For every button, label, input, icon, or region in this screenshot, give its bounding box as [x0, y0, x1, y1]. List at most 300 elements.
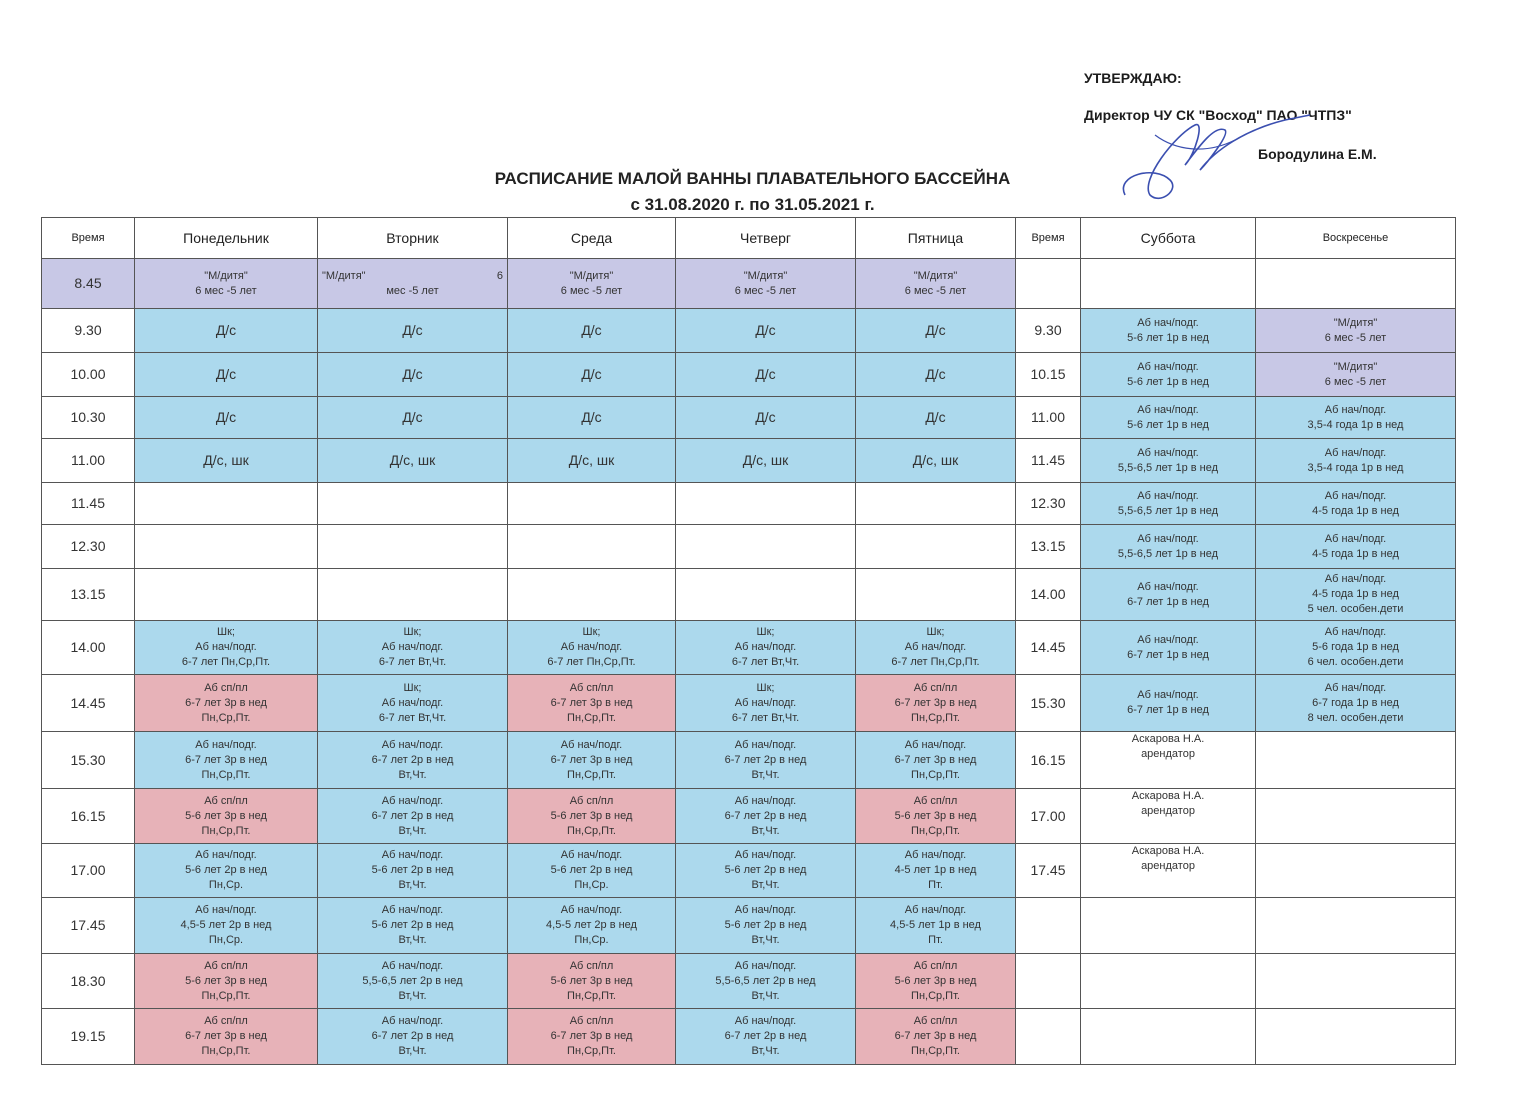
sunday-slot-cell — [1256, 483, 1456, 525]
saturday-slot-cell — [1081, 789, 1256, 844]
document-title — [400, 166, 1105, 218]
cell-text: Аб нач/подг. — [904, 904, 967, 916]
schedule-row — [42, 353, 1456, 397]
cell-text: 6 мес -5 лет — [1324, 375, 1387, 388]
cell-text: 5-6 лет 1р в нед — [1127, 331, 1209, 344]
weekday-slot-cell — [856, 483, 1016, 525]
weekday-slot-cell — [318, 525, 508, 569]
cell-text: Аб нач/подг. — [1137, 580, 1199, 593]
weekend-time-cell: 10.15 — [1016, 353, 1081, 397]
cell-text: Пн,Ср,Пт. — [201, 1045, 251, 1057]
cell-text: "М/дитя" — [913, 269, 958, 282]
cell-text: 6-7 лет 2р в нед — [724, 1030, 807, 1042]
weekday-slot-cell — [856, 259, 1016, 309]
cell-text: "М/дитя" — [204, 269, 248, 282]
cell-text: 6 мес -5 лет — [734, 284, 797, 297]
weekday-slot-cell — [135, 353, 318, 397]
header-row — [42, 218, 1456, 259]
weekday-slot-cell — [318, 844, 508, 898]
cell-text: 4-5 года 1р в нед — [1312, 504, 1399, 517]
weekday-slot-cell — [318, 483, 508, 525]
approval-heading: УТВЕРЖДАЮ: — [1084, 70, 1182, 86]
cell-text: 6-7 лет 2р в нед — [371, 753, 454, 766]
cell-text: Аб нач/подг. — [1137, 360, 1199, 373]
cell-text: 6-7 лет 2р в нед — [724, 753, 807, 766]
saturday-slot-cell — [1081, 732, 1256, 789]
weekday-slot-cell — [135, 954, 318, 1009]
approval-director: Директор ЧУ СК "Восход" ПАО "ЧТПЗ" — [1084, 107, 1352, 123]
header-cell: Четверг — [676, 218, 856, 259]
weekday-slot-cell — [676, 844, 856, 898]
weekday-slot-cell — [856, 439, 1016, 483]
saturday-slot-cell — [1081, 569, 1256, 621]
cell-text: Пт. — [928, 879, 943, 891]
cell-text: Вт,Чт. — [751, 989, 780, 1002]
weekday-slot-cell — [856, 397, 1016, 439]
weekday-slot-cell — [508, 353, 676, 397]
weekday-slot-cell — [508, 732, 676, 789]
cell-text: 5-6 лет 3р в нед — [550, 974, 633, 987]
cell-text: Аскарова Н.А. — [1131, 845, 1205, 857]
cell-text: Аб нач/подг. — [381, 1015, 444, 1027]
cell-text: 5-6 лет 2р в нед — [724, 864, 807, 876]
saturday-slot-cell — [1081, 844, 1256, 898]
cell-text: 6-7 лет 3р в нед — [894, 696, 977, 709]
weekday-slot-cell — [318, 397, 508, 439]
cell-text: Пн,Ср. — [574, 879, 609, 891]
title-line-1: РАСПИСАНИЕ МАЛОЙ ВАННЫ ПЛАВАТЕЛЬНОГО БАССЕЙНА — [494, 169, 1011, 188]
weekend-time-cell: 14.00 — [1016, 569, 1081, 621]
weekend-time-cell: 9.30 — [1016, 309, 1081, 353]
saturday-slot-cell — [1081, 397, 1256, 439]
cell-text: Пн,Ср,Пт. — [911, 768, 960, 781]
cell-text: 4-5 года 1р в нед — [1312, 547, 1399, 560]
cell-text: Пн,Ср,Пт. — [201, 989, 251, 1002]
schedule-row — [42, 309, 1456, 353]
cell-text: 6 мес -5 лет — [904, 284, 967, 297]
weekday-time-cell: 17.00 — [42, 844, 135, 898]
weekday-time-cell: 17.45 — [42, 898, 135, 954]
cell-text: Д/с — [402, 409, 423, 425]
cell-text: Аб нач/подг. — [381, 696, 444, 709]
header-cell: Время — [42, 218, 135, 259]
cell-text: Д/с — [215, 322, 237, 338]
sunday-slot-cell — [1256, 675, 1456, 732]
cell-text: 6 мес -5 лет — [1324, 331, 1387, 344]
cell-text: "М/дитя" — [1333, 360, 1378, 373]
weekday-slot-cell — [508, 309, 676, 353]
cell-text: Аб нач/подг. — [381, 904, 444, 916]
weekday-slot-cell — [676, 397, 856, 439]
schedule-row — [42, 732, 1456, 789]
cell-text: 6-7 лет 2р в нед — [371, 1030, 454, 1042]
saturday-slot-cell — [1081, 675, 1256, 732]
saturday-slot-cell — [1081, 259, 1256, 309]
weekday-slot-cell — [318, 259, 508, 309]
weekday-slot-cell — [318, 898, 508, 954]
cell-text: Пн,Ср,Пт. — [911, 824, 960, 837]
schedule-row — [42, 483, 1456, 525]
saturday-slot-cell — [1081, 483, 1256, 525]
cell-text: 6-7 лет 1р в нед — [1127, 595, 1209, 608]
header-cell: Среда — [508, 218, 676, 259]
weekday-slot-cell — [508, 525, 676, 569]
sunday-slot-cell — [1256, 732, 1456, 789]
cell-text: Д/с — [755, 366, 776, 382]
cell-text: Вт,Чт. — [398, 824, 427, 837]
schedule-table — [41, 217, 1456, 1065]
schedule-row — [42, 898, 1456, 954]
weekend-time-cell: 15.30 — [1016, 675, 1081, 732]
cell-text: Аб сп/пл — [913, 794, 958, 807]
cell-text: 5-6 лет 2р в нед — [371, 864, 454, 876]
weekday-slot-cell — [318, 1009, 508, 1065]
cell-text: Аб сп/пл — [913, 959, 958, 972]
weekday-time-cell: 15.30 — [42, 732, 135, 789]
weekday-slot-cell — [676, 483, 856, 525]
saturday-slot-cell — [1081, 353, 1256, 397]
cell-text: Аб нач/подг. — [904, 641, 967, 653]
cell-text: мес -5 лет — [386, 284, 439, 297]
schedule-row — [42, 569, 1456, 621]
cell-text: Аб нач/подг. — [734, 641, 797, 653]
cell-text: Вт,Чт. — [751, 768, 780, 781]
cell-text: Шк; — [926, 626, 945, 638]
cell-text: 6-7 лет 3р в нед — [894, 753, 977, 766]
weekday-slot-cell — [318, 569, 508, 621]
sunday-slot-cell — [1256, 569, 1456, 621]
cell-text: Пн,Ср,Пт. — [567, 989, 616, 1002]
cell-text: Д/с — [925, 322, 946, 338]
cell-text: Вт,Чт. — [751, 824, 780, 837]
weekend-time-cell: 16.15 — [1016, 732, 1081, 789]
cell-text: Пн,Ср,Пт. — [567, 824, 616, 837]
cell-text: Аб нач/подг. — [904, 849, 967, 861]
cell-text: 8 чел. особен.дети — [1307, 711, 1404, 724]
cell-text: Вт,Чт. — [398, 934, 427, 946]
cell-text: 6-7 лет 1р в нед — [1127, 704, 1209, 716]
cell-text: Пн,Ср,Пт. — [911, 1045, 960, 1057]
cell-text: Пн,Ср,Пт. — [911, 989, 960, 1002]
weekday-slot-cell — [508, 675, 676, 732]
weekday-slot-cell — [508, 954, 676, 1009]
cell-text: Аскарова Н.А. — [1131, 733, 1205, 745]
cell-text: Аб сп/пл — [204, 794, 248, 807]
weekday-slot-cell — [508, 844, 676, 898]
cell-text: 6-7 лет 1р в нед — [1127, 648, 1209, 661]
weekday-slot-cell — [508, 397, 676, 439]
cell-text: Шк; — [582, 626, 601, 638]
cell-text: 4,5-5 лет 1р в нед — [890, 919, 981, 931]
cell-text: 3,5-4 года 1р в нед — [1307, 418, 1404, 431]
cell-text: 5-6 лет 2р в нед — [724, 919, 807, 931]
cell-text: Аб нач/подг. — [381, 794, 444, 807]
cell-text: 6 мес -5 лет — [195, 284, 257, 297]
cell-text: Аб нач/подг. — [560, 738, 623, 751]
weekend-time-cell — [1016, 954, 1081, 1009]
cell-text: Аб нач/подг. — [381, 641, 444, 653]
weekday-slot-cell — [135, 483, 318, 525]
weekday-slot-cell — [135, 1009, 318, 1065]
schedule-row — [42, 675, 1456, 732]
saturday-slot-cell — [1081, 1009, 1256, 1065]
weekday-time-cell: 13.15 — [42, 569, 135, 621]
cell-text: Д/с — [581, 322, 602, 338]
sunday-slot-cell — [1256, 259, 1456, 309]
weekend-time-cell: 11.00 — [1016, 397, 1081, 439]
cell-text: Аб нач/подг. — [195, 849, 257, 861]
weekday-slot-cell — [856, 569, 1016, 621]
weekday-time-cell: 16.15 — [42, 789, 135, 844]
weekday-slot-cell — [856, 789, 1016, 844]
cell-text: Пн,Ср,Пт. — [567, 768, 616, 781]
weekday-slot-cell — [676, 1009, 856, 1065]
cell-text: 5 чел. особен.дети — [1307, 603, 1404, 615]
cell-text: Пт. — [928, 934, 943, 946]
cell-text: Д/с — [215, 366, 237, 382]
cell-text: 6 чел. особен.дети — [1307, 656, 1404, 668]
cell-text: Аб сп/пл — [569, 794, 614, 807]
weekday-time-cell: 12.30 — [42, 525, 135, 569]
cell-text: Аб нач/подг. — [1137, 689, 1199, 701]
cell-text: арендатор — [1141, 748, 1195, 760]
cell-text: 4,5-5 лет 2р в нед — [546, 919, 637, 931]
weekday-slot-cell — [676, 353, 856, 397]
cell-text: Аб нач/подг. — [1324, 489, 1387, 502]
sunday-slot-cell — [1256, 621, 1456, 675]
schedule-row — [42, 789, 1456, 844]
weekday-slot-cell — [856, 621, 1016, 675]
cell-text: 5-6 лет 1р в нед — [1127, 375, 1209, 388]
cell-text: 5-6 лет 3р в нед — [185, 974, 267, 987]
saturday-slot-cell — [1081, 309, 1256, 353]
cell-text: 6-7 года 1р в нед — [1312, 696, 1399, 709]
weekday-slot-cell — [135, 397, 318, 439]
cell-text: 5-6 года 1р в нед — [1312, 641, 1399, 653]
cell-text: 6-7 лет Вт,Чт. — [731, 656, 800, 668]
cell-text: Д/с — [402, 322, 423, 338]
weekday-slot-cell — [135, 525, 318, 569]
weekday-slot-cell — [135, 621, 318, 675]
weekday-slot-cell — [856, 1009, 1016, 1065]
cell-text: Вт,Чт. — [751, 879, 780, 891]
weekday-slot-cell — [318, 353, 508, 397]
weekday-slot-cell — [318, 789, 508, 844]
weekday-slot-cell — [676, 259, 856, 309]
cell-text: 5,5-6,5 лет 2р в нед — [715, 974, 816, 987]
cell-text: Вт,Чт. — [398, 1045, 427, 1057]
weekend-time-cell: 12.30 — [1016, 483, 1081, 525]
weekday-slot-cell — [856, 898, 1016, 954]
cell-text: 6-7 лет Вт,Чт. — [378, 656, 447, 668]
header-cell: Вторник — [318, 218, 508, 259]
cell-text: 5-6 лет 2р в нед — [371, 919, 454, 931]
weekday-slot-cell — [856, 525, 1016, 569]
cell-text: Аб нач/подг. — [195, 904, 257, 916]
weekday-slot-cell — [676, 789, 856, 844]
cell-text: Аскарова Н.А. — [1131, 790, 1205, 802]
weekday-time-cell: 11.00 — [42, 439, 135, 483]
cell-text: Аб нач/подг. — [195, 641, 257, 653]
cell-text: 5-6 лет 2р в нед — [185, 864, 267, 876]
cell-text: 5,5-6,5 лет 1р в нед — [1117, 504, 1219, 517]
cell-text: Шк; — [756, 681, 775, 694]
cell-text: арендатор — [1141, 805, 1195, 817]
weekday-time-cell: 10.30 — [42, 397, 135, 439]
weekday-slot-cell — [508, 898, 676, 954]
cell-text: Д/с — [581, 409, 602, 425]
weekday-slot-cell — [856, 309, 1016, 353]
header-cell: Время — [1016, 218, 1081, 259]
sunday-slot-cell — [1256, 954, 1456, 1009]
weekend-time-cell: 17.00 — [1016, 789, 1081, 844]
saturday-slot-cell — [1081, 439, 1256, 483]
saturday-slot-cell — [1081, 898, 1256, 954]
sunday-slot-cell — [1256, 309, 1456, 353]
weekday-slot-cell — [856, 353, 1016, 397]
weekday-time-cell: 9.30 — [42, 309, 135, 353]
weekday-slot-cell — [676, 732, 856, 789]
cell-text: Вт,Чт. — [398, 768, 427, 781]
weekday-slot-cell — [508, 259, 676, 309]
weekday-slot-cell — [318, 309, 508, 353]
weekday-time-cell: 19.15 — [42, 1009, 135, 1065]
cell-text: Аб сп/пл — [569, 681, 614, 694]
cell-text: Шк; — [403, 626, 422, 638]
weekday-slot-cell — [508, 1009, 676, 1065]
weekday-slot-cell — [318, 439, 508, 483]
sunday-slot-cell — [1256, 898, 1456, 954]
cell-text: Д/с — [402, 366, 423, 382]
cell-text: 4-5 года 1р в нед — [1312, 588, 1399, 600]
schedule-row — [42, 844, 1456, 898]
weekday-slot-cell — [676, 675, 856, 732]
cell-text: Аб нач/подг. — [195, 738, 257, 751]
weekday-slot-cell — [676, 898, 856, 954]
sunday-slot-cell — [1256, 1009, 1456, 1065]
weekday-slot-cell — [135, 898, 318, 954]
cell-text: Аб нач/подг. — [1324, 446, 1387, 459]
cell-text: 5-6 лет 2р в нед — [550, 864, 633, 876]
cell-text: Аб сп/пл — [204, 1015, 248, 1027]
cell-text: Д/с — [755, 409, 776, 425]
cell-text: Аб сп/пл — [913, 1015, 958, 1027]
schedule-row — [42, 621, 1456, 675]
cell-text: Аб сп/пл — [569, 1015, 614, 1027]
cell-text: 4,5-5 лет 2р в нед — [180, 919, 272, 931]
cell-text: Аб нач/подг. — [1324, 573, 1387, 585]
cell-text: Д/с — [215, 409, 237, 425]
cell-text: Аб нач/подг. — [560, 641, 623, 653]
cell-text: Аб нач/подг. — [1324, 681, 1387, 694]
cell-text: Вт,Чт. — [398, 879, 427, 891]
weekend-time-cell: 13.15 — [1016, 525, 1081, 569]
schedule-row — [42, 397, 1456, 439]
weekday-slot-cell — [856, 675, 1016, 732]
cell-text: 5-6 лет 1р в нед — [1127, 418, 1209, 431]
cell-text: Пн,Ср,Пт. — [567, 1045, 616, 1057]
cell-text: 5,5-6,5 лет 1р в нед — [1117, 461, 1219, 474]
header-cell: Понедельник — [135, 218, 318, 259]
cell-text: 5-6 лет 3р в нед — [550, 809, 633, 822]
header-cell: Пятница — [856, 218, 1016, 259]
cell-text: Д/с, шк — [912, 452, 959, 468]
cell-text: Аб нач/подг. — [1137, 316, 1199, 329]
cell-text: Аб нач/подг. — [381, 849, 444, 861]
cell-text: 6-7 лет 3р в нед — [550, 1030, 633, 1042]
cell-text: Пн,Ср,Пт. — [201, 768, 251, 781]
cell-text: Вт,Чт. — [398, 989, 427, 1002]
cell-text: Аб сп/пл — [913, 681, 958, 694]
cell-text: "М/дитя" 6 — [322, 269, 503, 282]
cell-text: Д/с — [925, 409, 946, 425]
weekday-slot-cell — [508, 569, 676, 621]
weekday-slot-cell — [135, 309, 318, 353]
cell-text: "М/дитя" — [569, 269, 614, 282]
cell-text: Д/с — [755, 322, 776, 338]
cell-text: 6-7 лет Пн,Ср,Пт. — [181, 656, 271, 668]
weekday-time-cell: 14.00 — [42, 621, 135, 675]
cell-text: Аб нач/подг. — [1137, 532, 1199, 545]
weekday-slot-cell — [318, 732, 508, 789]
sunday-slot-cell — [1256, 525, 1456, 569]
weekday-slot-cell — [676, 954, 856, 1009]
cell-text: Аб нач/подг. — [381, 738, 444, 751]
cell-text: 6-7 лет 2р в нед — [724, 809, 807, 822]
cell-text: Аб нач/подг. — [1324, 403, 1387, 416]
weekday-slot-cell — [508, 621, 676, 675]
cell-text: 6-7 лет Пн,Ср,Пт. — [547, 656, 636, 668]
weekend-time-cell: 14.45 — [1016, 621, 1081, 675]
header-cell: Суббота — [1081, 218, 1256, 259]
weekday-time-cell: 18.30 — [42, 954, 135, 1009]
cell-text: Аб нач/подг. — [734, 904, 797, 916]
weekday-time-cell: 11.45 — [42, 483, 135, 525]
weekday-slot-cell — [135, 789, 318, 844]
schedule-row — [42, 259, 1456, 309]
weekday-time-cell: 10.00 — [42, 353, 135, 397]
cell-text: 3,5-4 года 1р в нед — [1307, 461, 1404, 474]
cell-text: Аб сп/пл — [204, 681, 248, 694]
cell-text: Д/с, шк — [742, 452, 789, 468]
cell-text: Вт,Чт. — [751, 934, 780, 946]
cell-text: 6-7 лет 3р в нед — [894, 1030, 977, 1042]
cell-text: Аб нач/подг. — [734, 794, 797, 807]
weekday-slot-cell — [318, 954, 508, 1009]
weekday-slot-cell — [135, 569, 318, 621]
cell-text: Аб сп/пл — [204, 959, 248, 972]
cell-text: Аб сп/пл — [569, 959, 614, 972]
weekday-slot-cell — [508, 439, 676, 483]
cell-text: Аб нач/подг. — [560, 849, 623, 861]
cell-text: 5,5-6,5 лет 1р в нед — [1117, 547, 1219, 560]
cell-text: 6-7 лет Пн,Ср,Пт. — [891, 656, 980, 668]
cell-text: 6-7 лет 3р в нед — [550, 696, 633, 709]
weekday-slot-cell — [135, 675, 318, 732]
cell-text: арендатор — [1141, 860, 1195, 872]
cell-text: 6-7 лет 2р в нед — [371, 809, 454, 822]
cell-text: Пн,Ср,Пт. — [201, 824, 251, 837]
weekday-time-cell: 8.45 — [42, 259, 135, 309]
cell-text: Аб нач/подг. — [734, 849, 797, 861]
weekend-time-cell — [1016, 898, 1081, 954]
cell-text: 5-6 лет 3р в нед — [894, 809, 977, 822]
weekday-slot-cell — [856, 732, 1016, 789]
cell-text: Аб нач/подг. — [1324, 626, 1387, 638]
cell-text: Пн,Ср,Пт. — [911, 711, 960, 724]
cell-text: Аб нач/подг. — [1137, 446, 1199, 459]
weekday-slot-cell — [676, 309, 856, 353]
